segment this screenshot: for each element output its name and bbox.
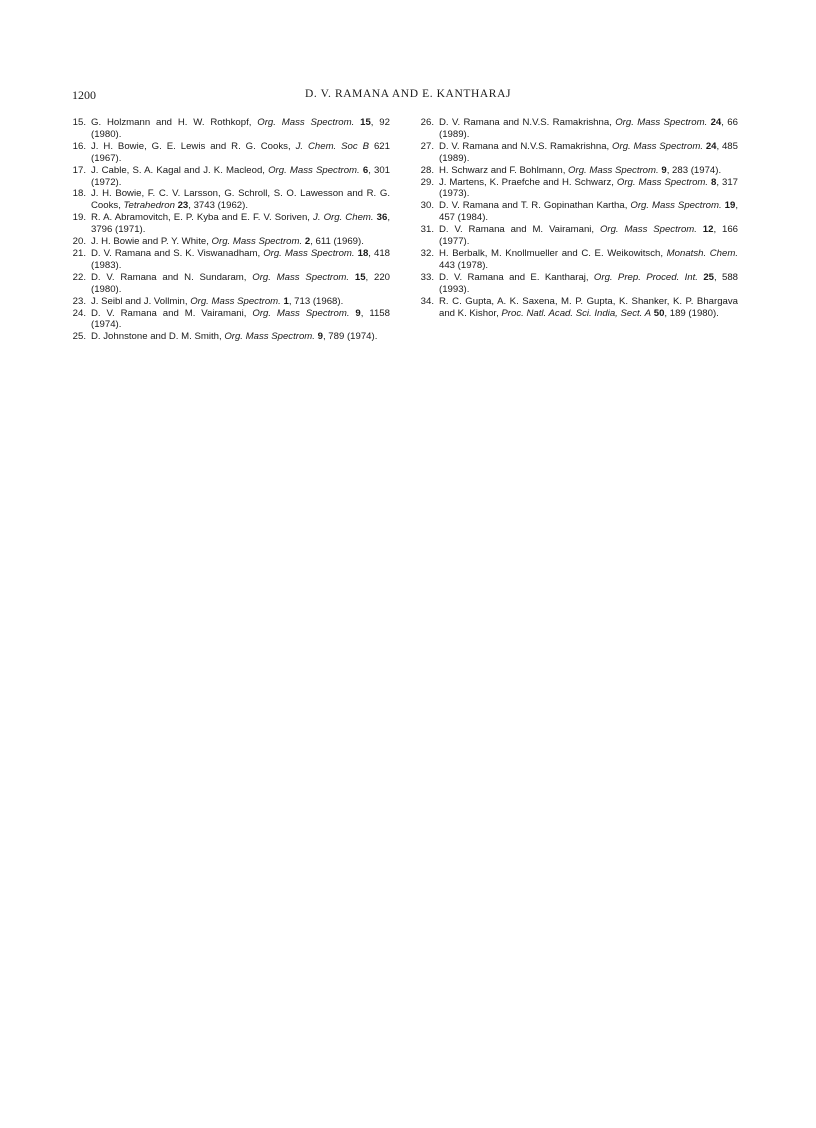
- reference-item: [70, 165, 390, 189]
- reference-segment: , 713 (1968).: [288, 295, 344, 307]
- reference-text: [91, 296, 390, 308]
- reference-number: 24.: [72, 307, 86, 319]
- reference-text: [439, 224, 738, 248]
- reference-segment: J. H. Bowie, G. E. Lewis and R. G. Cooks,: [91, 140, 296, 152]
- reference-number: 18.: [72, 188, 86, 200]
- reference-text: [91, 308, 390, 332]
- reference-segment: , 418 (1983).: [91, 247, 390, 271]
- reference-segment: D. V. Ramana and N.V.S. Ramakrishna,: [439, 140, 613, 152]
- reference-segment: , 92 (1980).: [91, 117, 390, 140]
- reference-item: [418, 200, 738, 224]
- volume-number: 15: [360, 117, 371, 128]
- reference-item: [70, 188, 390, 212]
- reference-number: 25.: [72, 331, 86, 343]
- reference-segment: H. Schwarz and F. Bohlmann,: [439, 164, 569, 176]
- reference-number: 16.: [72, 140, 86, 152]
- reference-segment: , 485 (1989).: [439, 140, 738, 164]
- journal-name: Proc. Natl. Acad. Sci. India, Sect. A: [501, 307, 652, 319]
- reference-number: 22.: [72, 271, 86, 283]
- reference-item: [418, 224, 738, 248]
- reference-item: [418, 141, 738, 165]
- reference-number: 20.: [72, 236, 86, 248]
- reference-segment: , 588 (1993).: [439, 271, 739, 295]
- reference-segment: R. A. Abramovitch, E. P. Kyba and E. F. V. Soriven,: [91, 212, 314, 224]
- journal-name: Org. Mass Spectrom.: [616, 176, 709, 188]
- reference-item: [70, 331, 390, 343]
- volume-number: 9: [661, 164, 667, 176]
- reference-segment: , 1158 (1974).: [91, 307, 390, 331]
- journal-name: Org. Mass Spectrom.: [211, 236, 303, 248]
- reference-item: [70, 117, 390, 141]
- volume-number: 24: [705, 140, 717, 152]
- reference-number: 30.: [420, 200, 434, 212]
- reference-segment: , 611 (1969).: [310, 236, 364, 248]
- reference-segment: , 317 (1973).: [439, 176, 738, 200]
- reference-number: 33.: [420, 271, 434, 283]
- reference-segment: , 220 (1980).: [91, 271, 390, 295]
- reference-text: [439, 141, 738, 165]
- reference-text: [91, 141, 390, 165]
- journal-name: Org. Mass Spectrom.: [257, 117, 355, 128]
- reference-number: 28.: [420, 164, 434, 176]
- page-number: 1200: [72, 88, 96, 102]
- reference-item: [418, 165, 738, 177]
- reference-number: 19.: [72, 212, 86, 224]
- reference-text: [91, 117, 390, 141]
- journal-name: Monatsh. Chem.: [666, 247, 738, 259]
- journal-name: Org. Mass Spectrom.: [224, 331, 315, 343]
- reference-text: [91, 248, 390, 272]
- reference-text: [439, 296, 738, 320]
- running-head: D. V. RAMANA AND E. KANTHARAJ: [304, 88, 512, 100]
- reference-item: [70, 308, 390, 332]
- volume-number: 2: [304, 236, 311, 248]
- reference-text: [91, 331, 390, 343]
- reference-item: [70, 272, 390, 296]
- reference-text: [91, 212, 390, 236]
- reference-item: [418, 296, 738, 320]
- reference-number: 32.: [420, 247, 434, 259]
- reference-segment: D. V. Ramana and T. R. Gopinathan Kartha,: [439, 200, 631, 212]
- reference-text: [439, 117, 738, 141]
- reference-segment: 621 (1967).: [91, 140, 390, 164]
- reference-number: 34.: [420, 295, 434, 307]
- reference-segment: D. V. Ramana and M. Vairamani,: [91, 307, 253, 319]
- reference-segment: , 66 (1989).: [439, 117, 738, 140]
- reference-segment: D. Johnstone and D. M. Smith,: [91, 331, 225, 343]
- volume-number: 15: [354, 271, 366, 283]
- reference-segment: D. V. Ramana and E. Kantharaj,: [439, 271, 594, 283]
- reference-text: [91, 188, 390, 212]
- reference-segment: H. Berbalk, M. Knollmueller and C. E. Weikowitsch,: [439, 247, 667, 259]
- journal-name: Org. Mass Spectrom.: [568, 164, 659, 176]
- reference-item: [70, 212, 390, 236]
- reference-segment: D. V. Ramana and N.V.S. Ramakrishna,: [439, 117, 616, 128]
- reference-text: [439, 272, 738, 296]
- reference-segment: R. C. Gupta, A. K. Saxena, M. P. Gupta, K. Shanker, K. P. Bhargava and K. Kishor,: [439, 295, 738, 319]
- journal-name: Org. Mass Spectrom.: [252, 271, 350, 283]
- reference-number: 17.: [72, 164, 86, 176]
- reference-number: 29.: [420, 176, 434, 188]
- journal-name: Org. Mass Spectrom.: [252, 307, 350, 319]
- reference-segment: 443 (1978).: [439, 259, 489, 271]
- reference-segment: , 789 (1974).: [322, 331, 378, 343]
- reference-segment: , 3796 (1971).: [91, 212, 390, 236]
- journal-name: J. Org. Chem.: [313, 212, 374, 224]
- reference-text: [91, 272, 390, 296]
- reference-segment: , 301 (1972).: [91, 164, 391, 188]
- reference-segment: D. V. Ramana and M. Vairamani,: [439, 224, 600, 236]
- reference-number: 31.: [420, 224, 434, 236]
- journal-name: Org. Mass Spectrom.: [263, 247, 355, 259]
- reference-number: 26.: [420, 117, 434, 128]
- reference-segment: , 166 (1977).: [439, 224, 738, 248]
- journal-name: Org. Mass Spectrom.: [599, 224, 697, 236]
- reference-segment: , 457 (1984).: [439, 200, 738, 224]
- reference-item: [418, 177, 738, 201]
- reference-item: [418, 117, 738, 141]
- volume-number: 1: [283, 295, 289, 307]
- reference-text: [91, 236, 390, 248]
- journal-name: J. Chem. Soc B: [295, 140, 370, 152]
- volume-number: 9: [355, 307, 361, 319]
- volume-number: 8: [711, 176, 717, 188]
- reference-segment: , 283 (1974).: [666, 164, 722, 176]
- reference-item: [418, 248, 738, 272]
- reference-text: [439, 177, 738, 201]
- volume-number: 6: [362, 164, 369, 176]
- reference-item: [70, 236, 390, 248]
- journal-name: Org. Mass Spectrom.: [615, 117, 708, 128]
- reference-segment: J. Martens, K. Praefche and H. Schwarz,: [439, 176, 617, 188]
- reference-text: [439, 200, 738, 224]
- references-left-column: [70, 117, 390, 343]
- volume-number: 18: [357, 247, 369, 259]
- journal-name: Tetrahedron: [123, 200, 175, 212]
- reference-number: 15.: [72, 117, 86, 128]
- reference-text: [91, 165, 390, 189]
- reference-text: [439, 248, 738, 272]
- reference-item: [418, 272, 738, 296]
- reference-segment: D. V. Ramana and S. K. Viswanadham,: [91, 247, 264, 259]
- journal-name: Org. Mass Spectrom.: [190, 295, 281, 307]
- volume-number: 50: [653, 307, 665, 319]
- volume-number: 23: [177, 200, 189, 212]
- reference-number: 23.: [72, 295, 86, 307]
- reference-segment: G. Holzmann and H. W. Rothkopf,: [91, 117, 258, 128]
- references-right-column: [418, 117, 738, 319]
- reference-segment: J. H. Bowie and P. Y. White,: [91, 236, 212, 248]
- reference-item: [70, 248, 390, 272]
- reference-item: [70, 296, 390, 308]
- volume-number: 12: [702, 224, 714, 236]
- reference-segment: J. Seibl and J. Vollmin,: [91, 295, 191, 307]
- reference-text: [439, 165, 738, 177]
- reference-segment: J. Cable, S. A. Kagal and J. K. Macleod,: [91, 164, 269, 176]
- reference-segment: D. V. Ramana and N. Sundaram,: [91, 271, 253, 283]
- reference-item: [70, 141, 390, 165]
- reference-segment: J. H. Bowie, F. C. V. Larsson, G. Schroll, S. O. Lawesson and R. G. Cooks,: [91, 188, 390, 212]
- volume-number: 9: [317, 331, 323, 343]
- journal-name: Org. Mass Spectrom.: [268, 164, 360, 176]
- volume-number: 25: [703, 271, 714, 283]
- journal-name: Org. Prep. Proced. Int.: [593, 271, 698, 283]
- volume-number: 24: [710, 117, 722, 128]
- journal-name: Org. Mass Spectrom.: [630, 200, 722, 212]
- reference-number: 27.: [420, 140, 434, 152]
- reference-number: 21.: [72, 247, 86, 259]
- volume-number: 36: [376, 212, 388, 224]
- reference-segment: , 189 (1980).: [664, 307, 719, 319]
- volume-number: 19: [724, 200, 736, 212]
- reference-segment: , 3743 (1962).: [188, 200, 249, 212]
- journal-name: Org. Mass Spectrom.: [612, 140, 703, 152]
